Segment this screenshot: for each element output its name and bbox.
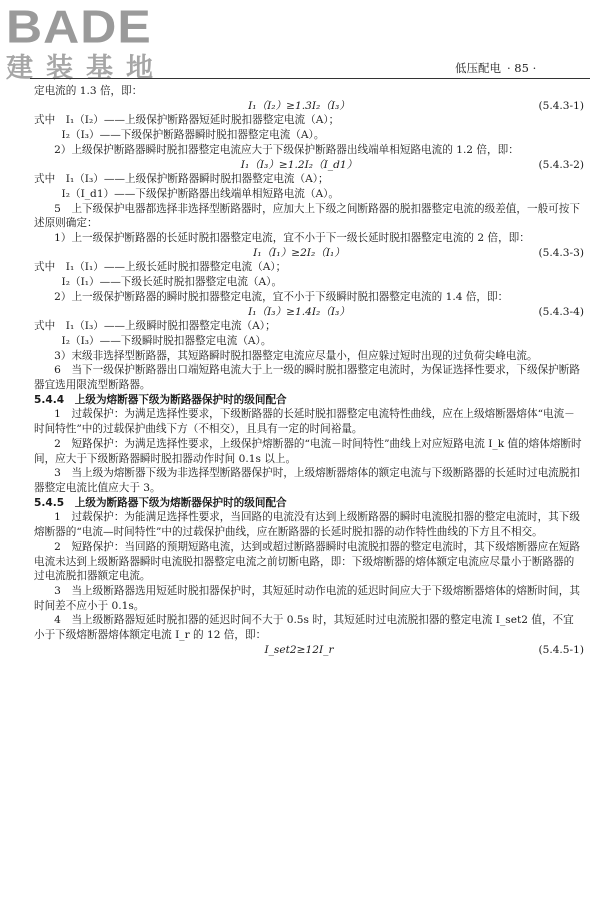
header-rule bbox=[30, 78, 590, 79]
equation-number: (5.4.5-1) bbox=[538, 643, 584, 656]
symbol-definition: 式中 I₁（I₁）——上级长延时脱扣器整定电流（A）； bbox=[34, 261, 287, 274]
paragraph: 2）上一级保护断路器的瞬时脱扣器整定电流，宜不小于下级瞬时脱扣器整定电流的 1.4 倍，即： bbox=[54, 290, 509, 303]
page-number: · 85 · bbox=[507, 61, 537, 75]
section-heading: 5.4.4 上级为熔断器下级为断路器保护时的级间配合 bbox=[34, 393, 287, 406]
symbol-definition: I₂（I₃）——下级瞬时脱扣器整定电流（A）。 bbox=[61, 334, 272, 347]
page-body bbox=[34, 84, 584, 657]
equation-formula: I₁（I₃）≥1.4I₂（I₃） bbox=[248, 305, 350, 318]
equation-number: (5.4.3-2) bbox=[538, 158, 584, 171]
equation-formula: I_set2≥12I_r bbox=[264, 643, 334, 656]
symbol-definition: 式中 I₁（I₂）——上级保护断路器短延时脱扣器整定电流（A）； bbox=[34, 114, 340, 127]
equation-formula: I₁（I₃）≥1.2I₂（I_d1） bbox=[240, 158, 358, 171]
paragraph: 1 过载保护：为能满足选择性要求，当回路的电流没有达到上级断路器的瞬时电流脱扣器的整定电流时，其下级熔断器的“电流—时间特性”中的过载保护曲线，应在断路器的长延时脱扣器的动作特性曲线的下方且不相交。 bbox=[34, 511, 580, 539]
symbol-definition: I₂（I_d1）——下级保护断路器出线端单相短路电流（A）。 bbox=[61, 187, 339, 200]
symbol-definition: I₂（I₃）——下级保护断路器瞬时脱扣器整定电流（A）。 bbox=[61, 129, 325, 142]
paragraph: 4 当上级断路器短延时脱扣器的延迟时间不大于 0.5s 时，其短延时过电流脱扣器的整定电流 I_set2 值，不宜小于下级熔断器熔体额定电流 I_r 的 12 倍，即： bbox=[34, 614, 574, 642]
header-section: 低压配电 bbox=[455, 61, 501, 75]
equation-formula: I₁（I₁）≥2I₂（I₁） bbox=[253, 246, 345, 259]
paragraph: 3 当上级为熔断器下级为非选择型断路器保护时，上级熔断器熔体的额定电流与下级断路器的长延时过电流脱扣器整定电流比值应大于 3。 bbox=[34, 467, 580, 494]
equation-number: (5.4.3-3) bbox=[538, 246, 584, 259]
section-heading: 5.4.5 上级为断路器下级为熔断器保护时的级间配合 bbox=[34, 496, 287, 509]
equation bbox=[34, 305, 584, 320]
paragraph: 1）上一级保护断路器的长延时脱扣器整定电流，宜不小于下一级长延时脱扣器整定电流的 2 倍，即： bbox=[54, 232, 530, 245]
paragraph: 6 当下一级保护断路器出口端短路电流大于上一级的瞬时脱扣器整定电流时，为保证选择性要求，下级保护断路器宜选用限流型断路器。 bbox=[34, 364, 580, 392]
equation bbox=[34, 158, 584, 173]
equation bbox=[34, 643, 584, 658]
symbol-definition: I₂（I₁）——下级长延时脱扣器整定电流（A）。 bbox=[61, 276, 283, 289]
running-header bbox=[455, 60, 536, 76]
paragraph: 3）末级非选择型断路器，其短路瞬时脱扣器整定电流应尽量小，但应躲过短时出现的过负荷尖峰电流。 bbox=[54, 349, 538, 362]
paragraph: 5 上下级保护电器都选择非选择型断路器时，应加大上下级之间断路器的脱扣器整定电流的级差值，一般可按下述原则确定： bbox=[34, 202, 580, 230]
paragraph: 1 过载保护：为满足选择性要求，下级断路器的长延时脱扣器整定电流特性曲线，应在上级熔断器熔体“电流－时间特性”中的过载保护曲线下方（不相交），且具有一定的时间裕量。 bbox=[34, 408, 575, 436]
symbol-definition: 式中 I₁（I₃）——上级瞬时脱扣器整定电流（A）； bbox=[34, 320, 276, 333]
paragraph: 2）上级保护断路器瞬时脱扣器整定电流应大于下级保护断路器出线端单相短路电流的 1.2 倍，即： bbox=[54, 143, 519, 156]
equation-number: (5.4.3-1) bbox=[538, 99, 584, 112]
equation-formula: I₁（I₂）≥1.3I₂（I₃） bbox=[248, 99, 350, 112]
paragraph: 3 当上级断路器选用短延时脱扣器保护时，其短延时动作电流的延迟时间应大于下级熔断器熔体的熔断时间，其时间差不应小于 0.1s。 bbox=[34, 584, 580, 612]
symbol-definition: 式中 I₁（I₃）——上级保护断路器瞬时脱扣器整定电流（A）； bbox=[34, 173, 329, 186]
logo-subtitle: 建装基地 bbox=[6, 53, 166, 84]
equation bbox=[34, 246, 584, 261]
paragraph: 定电流的 1.3 倍，即： bbox=[34, 85, 143, 97]
paragraph: 2 短路保护：当回路的预期短路电流，达到或超过断路器瞬时电流脱扣器的整定电流时，其下级熔断器应在短路电流未达到上级断路器瞬时电流脱扣器整定电流之前切断电路，即：下级熔断器的熔体额定电流应尽量小于断路器的过电流脱扣器额定电流。 bbox=[34, 540, 580, 583]
logo-brand: BADE bbox=[6, 1, 152, 53]
paragraph: 2 短路保护：为满足选择性要求，上级保护熔断器的“电流－时间特性”曲线上对应短路电流 I_k 值的熔体熔断时间，应大于下级断路器瞬时脱扣器动作时间 0.1s 以上。 bbox=[34, 437, 582, 465]
equation bbox=[34, 99, 584, 114]
equation-number: (5.4.3-4) bbox=[538, 305, 584, 318]
